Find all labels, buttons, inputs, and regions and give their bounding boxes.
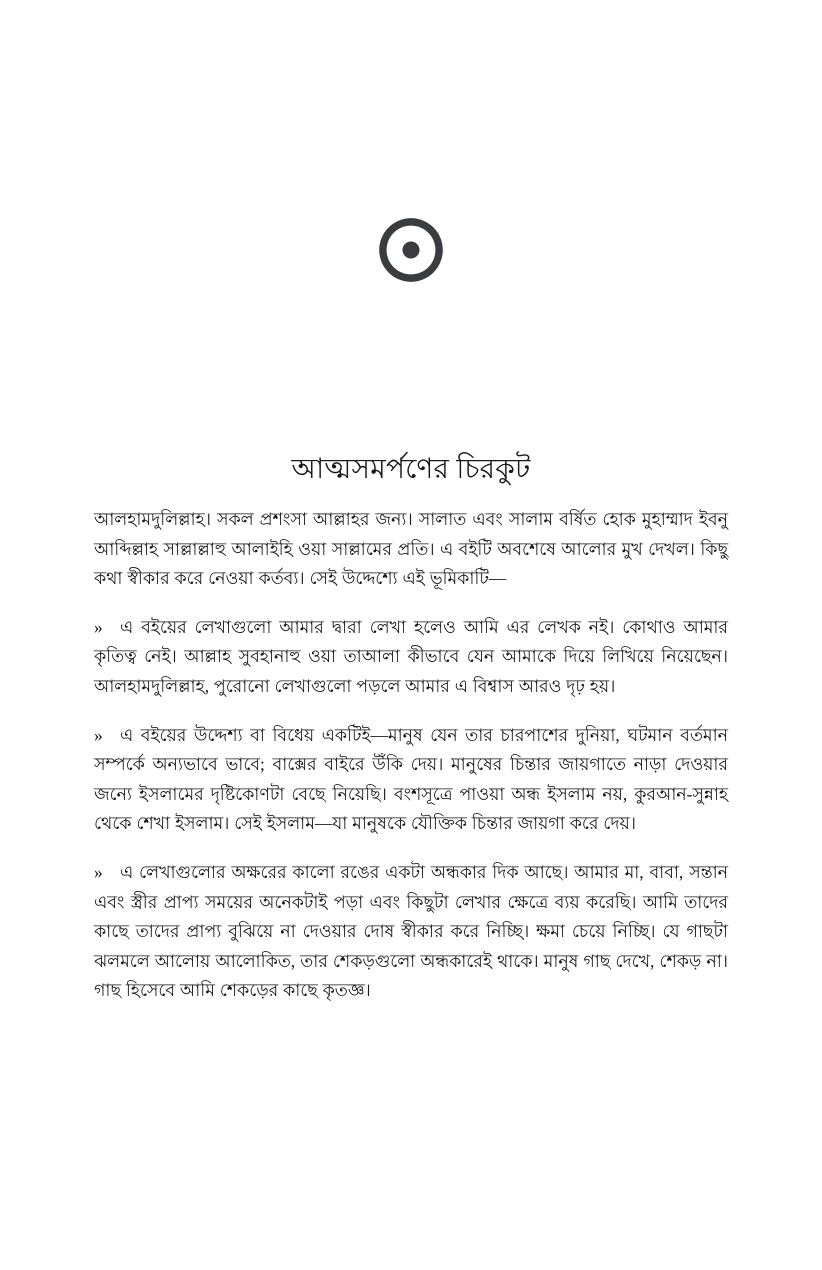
paragraph-3 <box>94 721 728 839</box>
paragraph-text: আলহামদুলিল্লাহ। সকল প্রশংসা আল্লাহর জন্য। সালাত এবং সালাম বর্ষিত হোক মুহাম্মাদ ইবনু আব্দিল্লাহ সাল্লাল্লাহু আলাইহি ওয়া সাল্লামের প্রতি। এ বইটি অবশেষে আলোর মুখ দেখল। কিছু কথা স্বীকার করে নেওয়া কর্তব্য। সেই উদ্দেশ্যে এই ভূমিকাটি— <box>94 509 728 589</box>
page-title: আত্মসমর্পণের চিরকুট <box>291 453 531 485</box>
body-text-block <box>94 505 728 1006</box>
bullet-marker-icon: » <box>94 616 103 637</box>
paragraph-4 <box>94 858 728 1006</box>
paragraph-text: এ লেখাগুলোর অক্ষরের কালো রঙের একটা অন্ধকার দিক আছে। আমার মা, বাবা, সন্তান এবং স্ত্রীর প্রাপ্য সময়ের অনেকটাই পড়া এবং কিছুটা লেখার ক্ষেত্রে ব্যয় করেছি। আমি তাদের কাছে তাদের প্রাপ্য বুঝিয়ে না দেওয়ার দোষ স্বীকার করে নিচ্ছি। ক্ষমা চেয়ে নিচ্ছি। যে গাছটা ঝলমলে আলোয় আলোকিত, তার শেকড়গুলো অন্ধকারেই থাকে। মানুষ গাছ দেখে, শেকড় না। গাছ হিসেবে আমি শেকড়ের কাছে কৃতজ্ঞ। <box>94 861 728 1001</box>
paragraph-1 <box>94 505 728 594</box>
paragraph-2 <box>94 613 728 702</box>
ornament-container <box>0 213 822 287</box>
paragraph-text: এ বইয়ের উদ্দেশ্য বা বিধেয় একটিই—মানুষ যেন তার চারপাশের দুনিয়া, ঘটমান বর্তমান সম্পর্কে অন্যভাবে ভাবে; বাক্সের বাইরে উঁকি দেয়। মানুষের চিন্তার জায়গাতে নাড়া দেওয়ার জন্যে ইসলামের দৃষ্টিকোণটা বেছে নিয়েছি। বংশসূত্রে পাওয়া অন্ধ ইসলাম নয়, কুরআন-সুন্নাহ থেকে শেখা ইসলাম। সেই ইসলাম—যা মানুষকে যৌক্তিক চিন্তার জায়গা করে দেয়। <box>94 724 728 834</box>
bullet-marker-icon: » <box>94 861 103 882</box>
flower-rosette-ornament <box>374 213 448 287</box>
paragraph-text: এ বইয়ের লেখাগুলো আমার দ্বারা লেখা হলেও আমি এর লেখক নই। কোথাও আমার কৃতিত্ব নেই। আল্লাহ সুবহানাহু ওয়া তাআলা কীভাবে যেন আমাকে দিয়ে লিখিয়ে নিয়েছেন। আলহামদুলিল্লাহ, পুরোনো লেখাগুলো পড়লে আমার এ বিশ্বাস আরও দৃঢ় হয়। <box>94 616 728 696</box>
bullet-marker-icon: » <box>94 724 103 745</box>
